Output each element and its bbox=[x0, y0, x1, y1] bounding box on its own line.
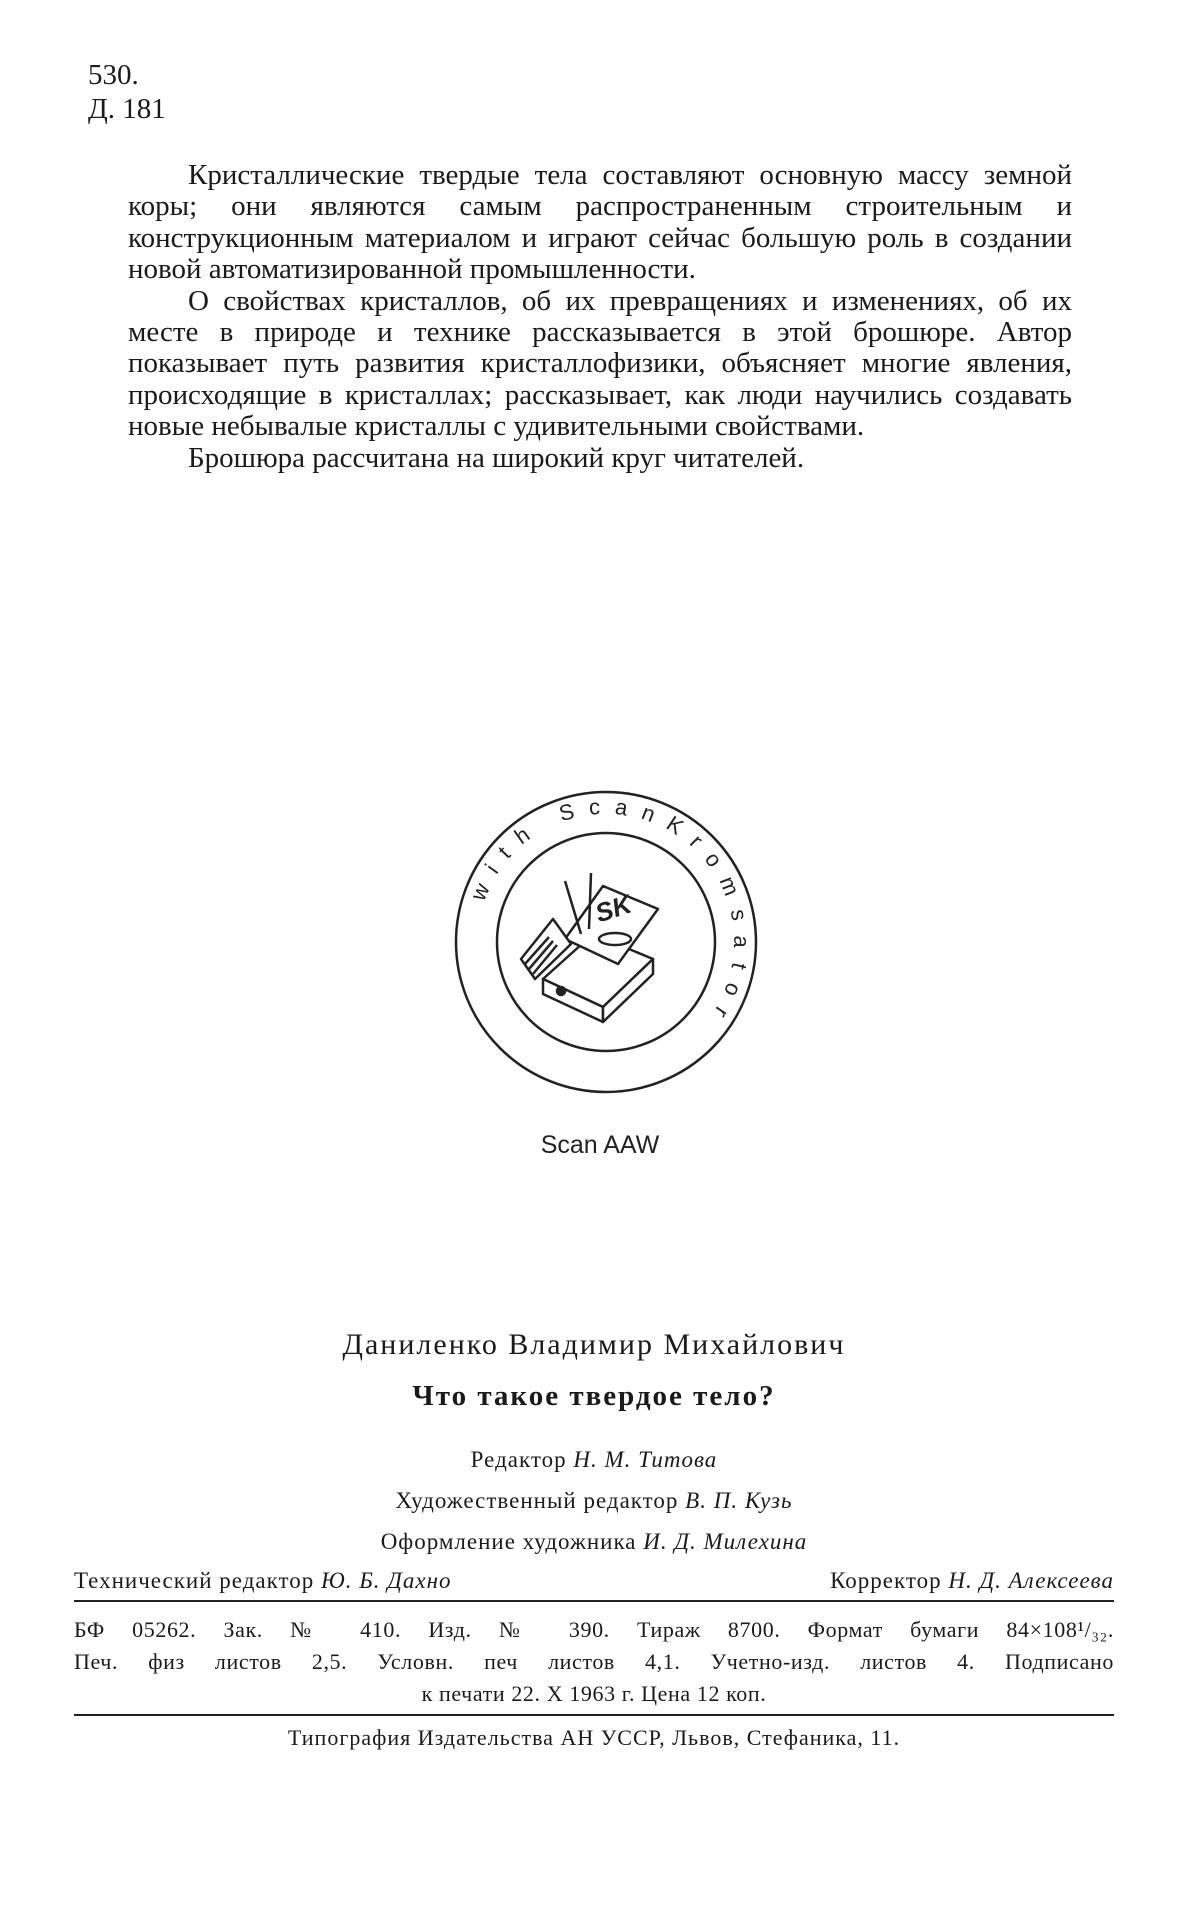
abstract-paragraph: Кристаллические твердые тела составляют основную массу земной коры; они являются самым распространенным строительным и конструкционным материалом и играют сейчас большую роль в создании новой автоматизированной промышленности. bbox=[128, 159, 1072, 286]
book-author: Даниленко Владимир Михайлович bbox=[342, 1328, 846, 1361]
art-editor-credit bbox=[74, 1488, 1114, 1514]
abstract-paragraph: О свойствах кристаллов, об их превращениях и изменениях, об их месте в природе и технике рассказывается в этой брошюре. Автор показывает путь развития кристаллофизики, объясняет многие явления, происходящие в кристаллах; рассказывает, как люди научились создавать новые небывалые кристаллы с удивительными свойствами. bbox=[128, 284, 1072, 443]
scankromsator-stamp-logo bbox=[453, 789, 759, 1095]
proofreader-name: Н. Д. Алексеева bbox=[948, 1568, 1114, 1593]
svg-text:with ScanKromsator: with ScanKromsator bbox=[465, 793, 755, 1035]
publication-details bbox=[74, 1614, 1114, 1716]
art-editor-name: В. П. Кузь bbox=[685, 1488, 793, 1513]
editor-credit bbox=[74, 1447, 1114, 1473]
proofreader-credit bbox=[830, 1568, 1114, 1594]
book-title: Что такое твердое тело? bbox=[412, 1380, 776, 1412]
publication-line: Печ. физ листов 2,5. Условн. печ листов 4,1. Учетно-изд. листов 4. Подписано bbox=[74, 1649, 1114, 1674]
printer-info: Типография Издательства АН УССР, Львов, Стефаника, 11. bbox=[287, 1725, 901, 1750]
editor-label: Редактор bbox=[470, 1447, 567, 1472]
abstract bbox=[128, 160, 1072, 474]
classification-code-author: Д. 181 bbox=[88, 93, 166, 125]
tech-editor-name: Ю. Б. Дахно bbox=[320, 1568, 452, 1593]
scan-credit: Scan AAW bbox=[540, 1131, 660, 1159]
publication-line: БФ 05262. Зак. № 410. Изд. № 390. Тираж 8700. Формат бумаги 84×108¹/₃₂. bbox=[74, 1617, 1114, 1642]
art-editor-label: Художественный редактор bbox=[395, 1488, 679, 1513]
design-label: Оформление художника bbox=[380, 1529, 637, 1554]
editor-name: Н. М. Титова bbox=[573, 1447, 718, 1472]
design-credit bbox=[74, 1529, 1114, 1555]
tech-editor-label: Технический редактор bbox=[74, 1568, 315, 1593]
stamp-sk-mark: SK bbox=[591, 888, 636, 929]
tech-editor-credit bbox=[74, 1568, 452, 1594]
tech-credits-row bbox=[74, 1568, 1114, 1602]
classification-code-udc: 530. bbox=[88, 59, 139, 91]
design-name: И. Д. Милехина bbox=[643, 1529, 808, 1554]
publication-line: к печати 22. X 1963 г. Цена 12 коп. bbox=[421, 1681, 767, 1706]
abstract-paragraph: Брошюра рассчитана на широкий круг читателей. bbox=[188, 441, 805, 474]
proofreader-label: Корректор bbox=[830, 1568, 942, 1593]
scanner-icon bbox=[521, 873, 658, 1022]
